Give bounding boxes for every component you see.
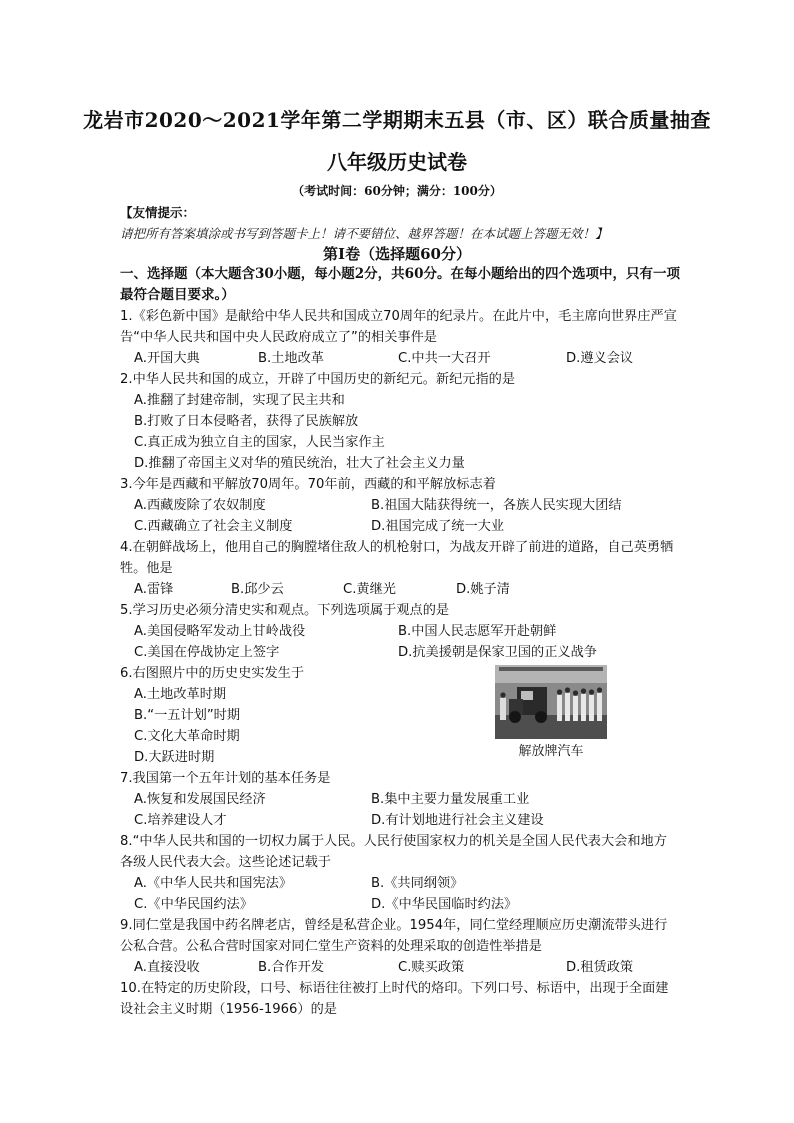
tip-label: 【友情提示： [120,205,196,220]
truck-photo [495,665,607,739]
option-a: A.开国大典 [134,351,200,366]
option-c: C.黄继光 [343,582,396,597]
option-d: D.租赁政策 [566,960,634,975]
question-stem: 1.《彩色新中国》是献给中华人民共和国成立70周年的纪录片。在此片中，毛主席向世界庄严宣告“中华人民共和国中央人民政府成立了”的相关事件是 [120,309,677,345]
exam-subtitle: 八年级历史试卷 [327,150,467,174]
truck-photo-image [495,665,607,739]
question-stem: 4.在朝鲜战场上，他用自己的胸膛堵住敌人的机枪射口，为战友开辟了前进的道路，自己英勇牺牲。他是 [120,540,674,576]
option-b: B.《共同纲领》 [371,876,464,891]
option-b: B.打败了日本侵略者，获得了民族解放 [134,414,359,429]
option-a: A.《中华人民共和国宪法》 [134,876,293,891]
option-d: D.遵义会议 [566,351,634,366]
part-title: 第Ⅰ卷（选择题60分） [323,245,471,263]
option-b: B.“一五计划”时期 [134,708,241,723]
friendly-tip [120,202,680,244]
option-c: C.真正成为独立自主的国家，人民当家作主 [134,435,385,450]
option-d: D.大跃进时期 [134,750,215,765]
question-stem: 3.今年是西藏和平解放70周年。70年前，西藏的和平解放标志着 [120,477,496,492]
option-d: D.祖国完成了统一大业 [371,519,505,534]
option-c: C.培养建设人才 [134,813,227,828]
option-d: D.姚子清 [456,582,510,597]
option-b: B.中国人民志愿军开赴朝鲜 [398,624,557,639]
option-c: C.西藏确立了社会主义制度 [134,519,293,534]
question-stem: 6.右图照片中的历史史实发生于 [120,666,305,681]
option-a: A.美国侵略军发动上甘岭战役 [134,624,306,639]
option-d: D.抗美援朝是保家卫国的正义战争 [398,645,597,660]
option-b: B.合作开发 [258,960,324,975]
exam-info: （考试时间：60分钟；满分：100分） [292,184,502,198]
option-a: A.推翻了封建帝制，实现了民主共和 [134,393,345,408]
option-d: D.有计划地进行社会主义建设 [371,813,544,828]
option-b: B.邱少云 [231,582,284,597]
option-b: B.土地改革 [258,351,324,366]
question-stem: 7.我国第一个五年计划的基本任务是 [120,771,331,786]
option-a: A.恢复和发展国民经济 [134,792,266,807]
option-a: A.雷锋 [134,582,174,597]
question-stem: 10.在特定的历史阶段，口号、标语往往被打上时代的烙印。下列口号、标语中，出现于全面建设社会主义时期（1956-1966）的是 [120,981,669,1017]
option-c: C.《中华民国约法》 [134,897,253,912]
option-c: C.美国在停战协定上签字 [134,645,280,660]
tip-text: 请把所有答案填涂或书写到答题卡上！请不要错位、越界答题！在本试题上答题无效！】 [120,226,608,241]
option-c: C.文化大革命时期 [134,729,240,744]
option-d: D.推翻了帝国主义对华的殖民统治，壮大了社会主义力量 [134,456,465,471]
option-c: C.中共一大召开 [398,351,491,366]
section-heading: 一、选择题（本大题含30小题，每小题2分，共60分。在每小题给出的四个选项中，只有一项最符合题目要求。） [120,266,680,303]
option-b: B.集中主要力量发展重工业 [371,792,530,807]
option-b: B.祖国大陆获得统一，各族人民实现大团结 [371,498,622,513]
option-d: D.《中华民国临时约法》 [371,897,518,912]
question-stem: 2.中华人民共和国的成立，开辟了中国历史的新纪元。新纪元指的是 [120,372,516,387]
question-stem: 9.同仁堂是我国中药名牌老店，曾经是私营企业。1954年，同仁堂经理顺应历史潮流带头进行公私合营。公私合营时国家对同仁堂生产资料的处理采取的创造性举措是 [120,918,668,954]
question-stem: 8.“中华人民共和国的一切权力属于人民。人民行使国家权力的机关是全国人民代表大会和地方各级人民代表大会。这些论述记载于 [120,834,667,870]
exam-title: 龙岩市2020～2021学年第二学期期末五县（市、区）联合质量抽查 [83,108,711,132]
photo-caption: 解放牌汽车 [518,744,584,759]
option-a: A.土地改革时期 [134,687,227,702]
option-a: A.西藏废除了农奴制度 [134,498,266,513]
question-stem: 5.学习历史必须分清史实和观点。下列选项属于观点的是 [120,603,450,618]
option-c: C.赎买政策 [398,960,465,975]
option-a: A.直接没收 [134,960,200,975]
